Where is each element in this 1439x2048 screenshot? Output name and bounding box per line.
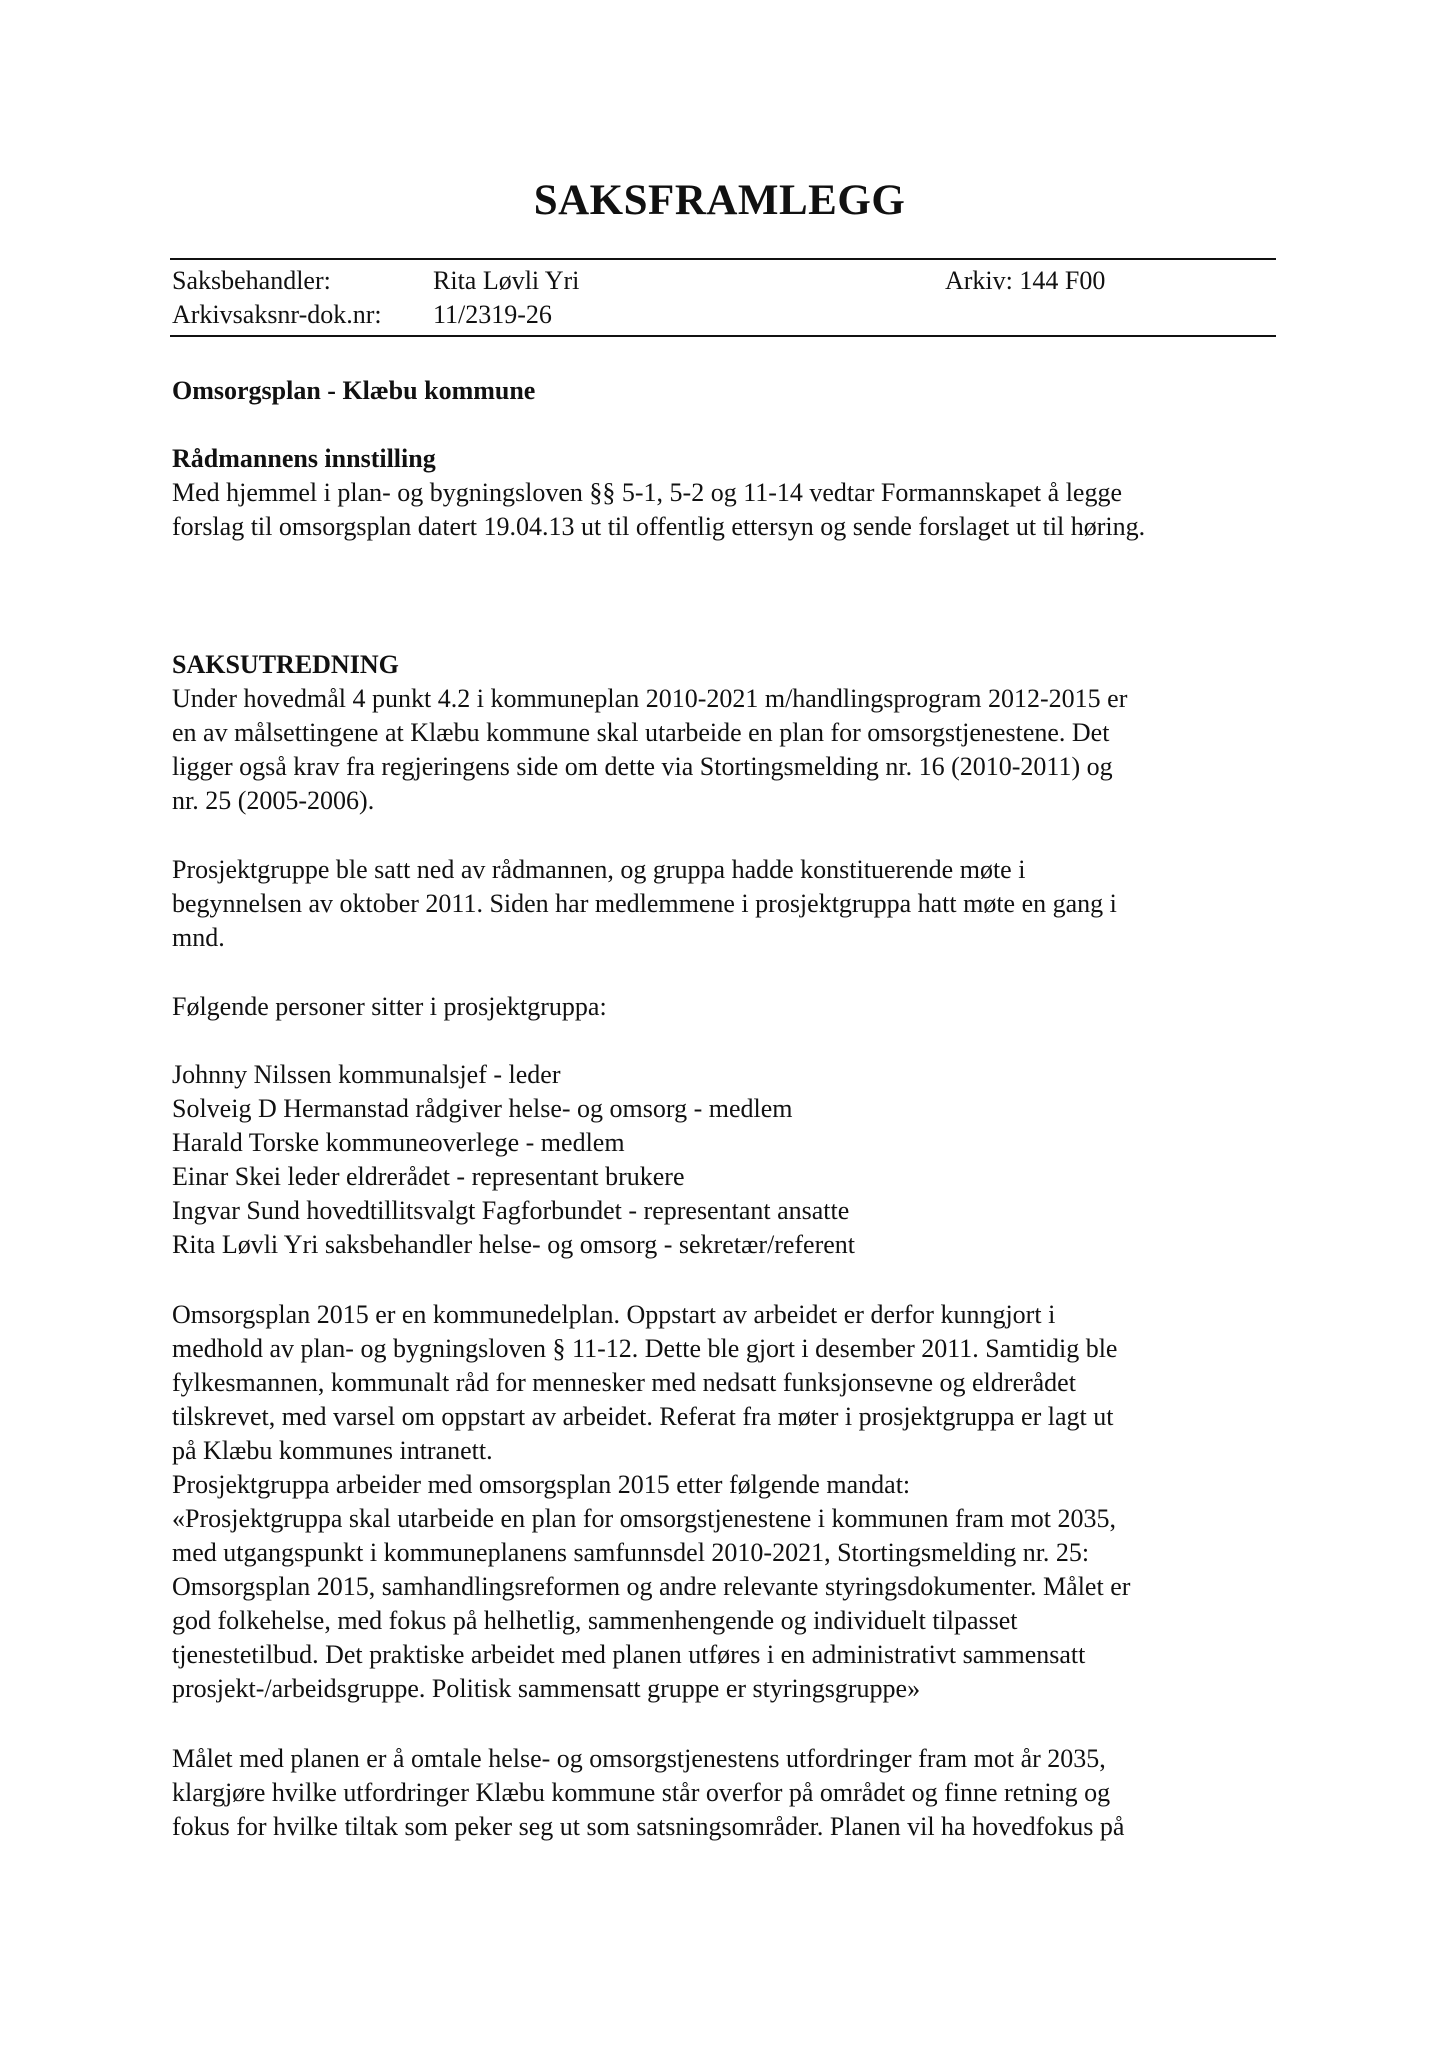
saksbehandler-label: Saksbehandler:	[172, 266, 331, 295]
paragraph-line: «Prosjektgruppa skal utarbeide en plan for omsorgstjenestene i kommunen fram mot 2035,	[172, 1504, 1116, 1533]
header-top-rule	[170, 258, 1276, 260]
paragraph-line: tilskrevet, med varsel om oppstart av arbeidet. Referat fra møter i prosjektgruppa er lagt ut	[172, 1402, 1114, 1431]
member-entry: Solveig D Hermanstad rådgiver helse- og omsorg - medlem	[172, 1094, 793, 1123]
members-intro-line: Følgende personer sitter i prosjektgruppa:	[172, 992, 607, 1021]
member-entry: Rita Løvli Yri saksbehandler helse- og omsorg - sekretær/referent	[172, 1230, 856, 1259]
paragraph-line: fylkesmannen, kommunalt råd for mennesker med nedsatt funksjonsevne og eldrerådet	[172, 1368, 1076, 1397]
paragraph-line: begynnelsen av oktober 2011. Siden har medlemmene i prosjektgruppa hatt møte en gang i	[172, 889, 1117, 918]
saksbehandler-value: Rita Løvli Yri	[433, 266, 580, 295]
paragraph-line: fokus for hvilke tiltak som peker seg ut som satsningsområder. Planen vil ha hovedfokus på	[172, 1812, 1125, 1841]
header-bottom-rule	[170, 335, 1276, 337]
paragraph-line: Omsorgsplan 2015, samhandlingsreformen og andre relevante styringsdokumenter. Målet er	[172, 1572, 1131, 1601]
paragraph-line: Målet med planen er å omtale helse- og omsorgstjenestens utfordringer fram mot år 2035,	[172, 1744, 1106, 1773]
saksutredning-paragraph-1	[172, 682, 1278, 818]
innstilling-line: forslag til omsorgsplan datert 19.04.13 ut til offentlig ettersyn og sende forslaget ut til høring.	[172, 512, 1146, 541]
member-entry: Harald Torske kommuneoverlege - medlem	[172, 1128, 625, 1157]
paragraph-line: Prosjektgruppe ble satt ned av rådmannen, og gruppa hadde konstituerende møte i	[172, 855, 1026, 884]
arkivsaksnr-value: 11/2319-26	[433, 300, 552, 329]
arkiv-code: Arkiv: 144 F00	[945, 266, 1106, 295]
paragraph-line: Omsorgsplan 2015 er en kommunedelplan. Oppstart av arbeidet er derfor kunngjort i	[172, 1300, 1056, 1329]
innstilling-heading: Rådmannens innstilling	[172, 444, 436, 473]
project-group-members	[172, 1058, 1278, 1262]
document-title: SAKSFRAMLEGG	[533, 177, 906, 224]
member-entry: Johnny Nilssen kommunalsjef - leder	[172, 1060, 561, 1089]
case-subject: Omsorgsplan - Klæbu kommune	[172, 376, 536, 405]
paragraph-line: nr. 25 (2005-2006).	[172, 786, 375, 815]
member-entry: Einar Skei leder eldrerådet - representant brukere	[172, 1162, 685, 1191]
members-intro	[172, 990, 1278, 1024]
saksutredning-paragraph-2	[172, 853, 1278, 955]
arkivsaksnr-label: Arkivsaksnr-dok.nr:	[172, 300, 382, 329]
paragraph-line: på Klæbu kommunes intranett.	[172, 1436, 493, 1465]
saksutredning-paragraph-3	[172, 1298, 1278, 1706]
paragraph-line: mnd.	[172, 923, 225, 952]
paragraph-line: prosjekt-/arbeidsgruppe. Politisk sammensatt gruppe er styringsgruppe»	[172, 1674, 921, 1703]
paragraph-line: klargjøre hvilke utfordringer Klæbu kommune står overfor på området og finne retning og	[172, 1778, 1111, 1807]
paragraph-line: med utgangspunkt i kommuneplanens samfunnsdel 2010-2021, Stortingsmelding nr. 25:	[172, 1538, 1090, 1567]
paragraph-line: Under hovedmål 4 punkt 4.2 i kommuneplan 2010-2021 m/handlingsprogram 2012-2015 er	[172, 684, 1128, 713]
innstilling-text	[172, 476, 1278, 544]
paragraph-line: en av målsettingene at Klæbu kommune skal utarbeide en plan for omsorgstjenestene. Det	[172, 718, 1110, 747]
member-entry: Ingvar Sund hovedtillitsvalgt Fagforbundet - representant ansatte	[172, 1196, 850, 1225]
saksutredning-heading: SAKSUTREDNING	[172, 650, 399, 679]
paragraph-line: ligger også krav fra regjeringens side om dette via Stortingsmelding nr. 16 (2010-2011) og	[172, 752, 1113, 781]
paragraph-line: medhold av plan- og bygningsloven § 11-12. Dette ble gjort i desember 2011. Samtidig ble	[172, 1334, 1118, 1363]
saksutredning-paragraph-4	[172, 1742, 1278, 1844]
paragraph-line: Prosjektgruppa arbeider med omsorgsplan 2015 etter følgende mandat:	[172, 1470, 911, 1499]
paragraph-line: god folkehelse, med fokus på helhetlig, sammenhengende og individuelt tilpasset	[172, 1606, 1018, 1635]
innstilling-line: Med hjemmel i plan- og bygningsloven §§ 5-1, 5-2 og 11-14 vedtar Formannskapet å legge	[172, 478, 1123, 507]
paragraph-line: tjenestetilbud. Det praktiske arbeidet med planen utføres i en administrativt sammensatt	[172, 1640, 1086, 1669]
